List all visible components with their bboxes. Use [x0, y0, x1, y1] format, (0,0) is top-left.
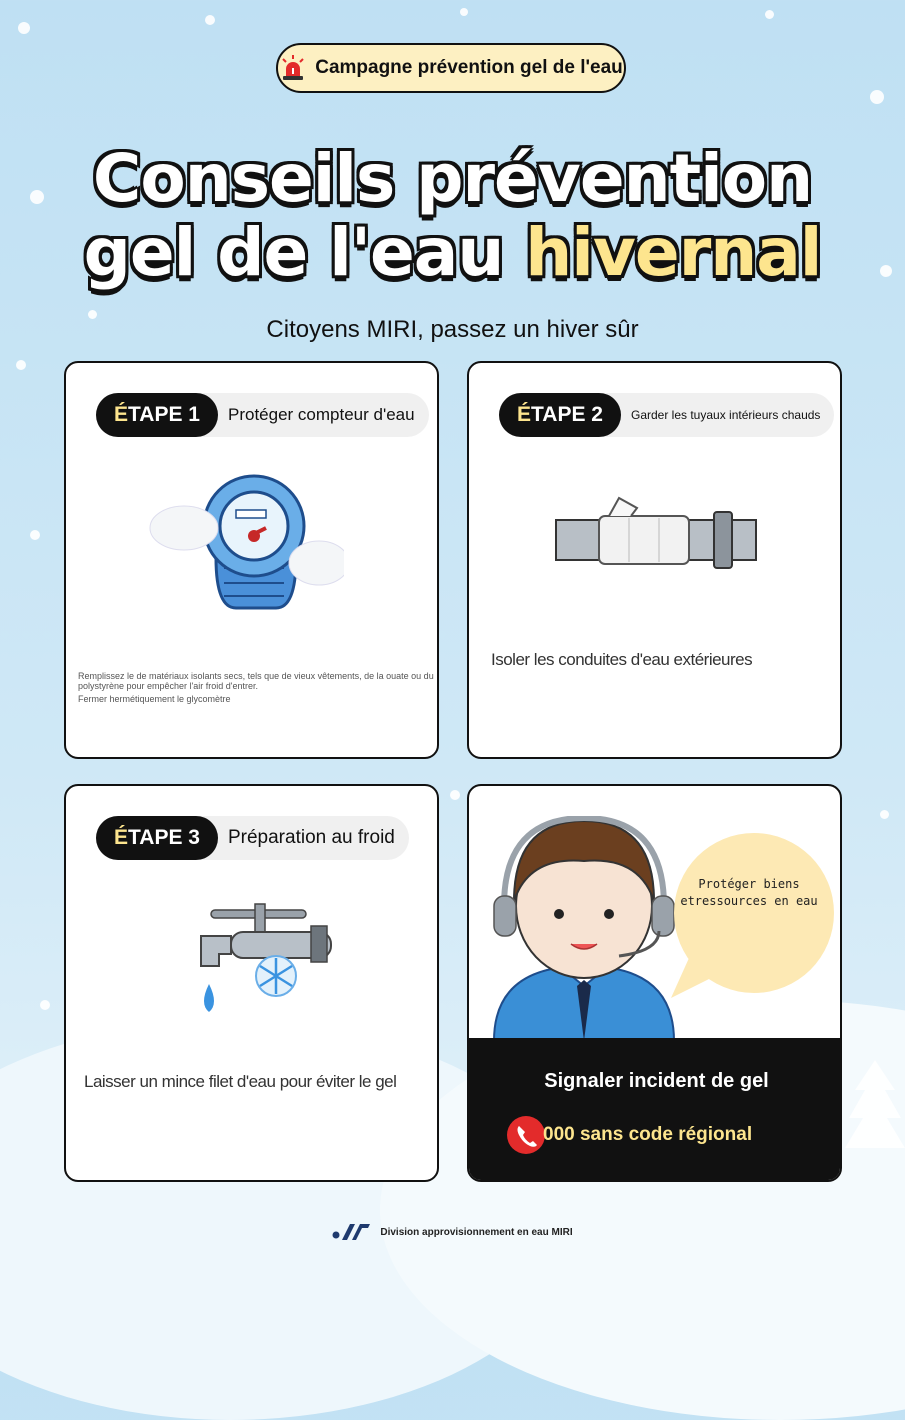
step-card-1 — [64, 361, 439, 759]
step-badge-1: É TAPE 1 — [96, 393, 218, 437]
water-meter-illustration — [144, 468, 344, 618]
snowflake — [870, 90, 884, 104]
snowy-tree-icon — [845, 1060, 905, 1160]
snowflake — [40, 1000, 50, 1010]
step-badge-3: É TAPE 3 — [96, 816, 218, 860]
footer — [0, 1222, 905, 1242]
step-badge-2: É TAPE 2 — [499, 393, 621, 437]
step-header-2 — [499, 393, 834, 437]
snowflake — [205, 15, 215, 25]
bubble-text: Protéger biens etressources en eau — [680, 877, 818, 908]
campaign-badge — [276, 43, 626, 93]
snowflake — [450, 790, 460, 800]
title-highlight: hivernal — [525, 214, 822, 291]
step-label-1: Protéger compteur d'eau — [227, 405, 415, 424]
report-card — [467, 784, 842, 1182]
report-number: 000 sans code régional — [543, 1124, 753, 1145]
step-header-1 — [96, 393, 429, 437]
subtitle: Citoyens MIRI, passez un hiver sûr — [266, 316, 639, 343]
org-logo-icon — [332, 1222, 372, 1242]
faucet-illustration — [191, 896, 341, 1031]
report-panel — [469, 1038, 842, 1182]
step-label-3: Préparation au froid — [227, 827, 395, 848]
title-part-a: gel de l'eau — [83, 214, 526, 291]
speech-bubble-shape — [659, 828, 839, 1008]
snowflake — [30, 530, 40, 540]
snowflake — [765, 10, 774, 19]
page-title-line2 — [0, 214, 905, 291]
operator-illustration — [489, 816, 679, 1041]
campaign-label: Campagne prévention gel de l'eau — [315, 57, 623, 78]
snowflake — [880, 810, 889, 819]
step-2-text: Isoler les conduites d'eau extérieures — [491, 650, 753, 669]
footer-org: Division approvisionnement en eau MIRI — [380, 1226, 573, 1238]
step-label-2: Garder les tuyaux intérieurs chauds — [630, 408, 821, 422]
phone-icon — [507, 1116, 545, 1154]
step-3-text: Laisser un mince filet d'eau pour éviter le gel — [84, 1072, 397, 1091]
page-title-line1: Conseils prévention — [92, 140, 813, 217]
report-phone-line[interactable] — [507, 1116, 752, 1154]
step-card-3 — [64, 784, 439, 1182]
step-card-2 — [467, 361, 842, 759]
siren-icon — [279, 54, 307, 82]
step-header-3 — [96, 816, 409, 860]
report-title: Signaler incident de gel — [544, 1070, 769, 1092]
step-1-text-2: Fermer hermétiquement le glycomètre — [78, 694, 231, 704]
snowflake — [16, 360, 26, 370]
step-1-text-1: Remplissez le de matériaux isolants secs, tels que de vieux vêtements, de la ouate ou du polystyrène pour empêcher l'air froid d'entrer. — [78, 671, 434, 691]
insulated-pipe-illustration — [554, 488, 759, 578]
snowflake — [18, 22, 30, 34]
snowflake — [460, 8, 468, 16]
